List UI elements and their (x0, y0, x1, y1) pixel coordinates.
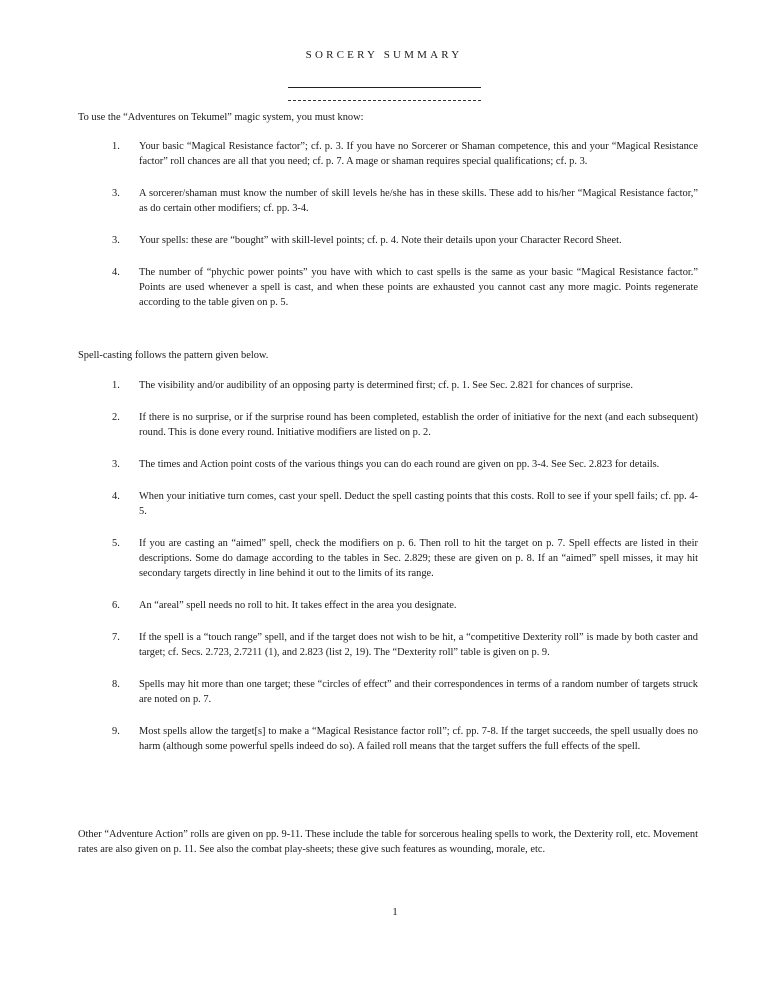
knowledge-list (112, 139, 698, 310)
list-item-text: If there is no surprise, or if the surprise round has been completed, establish the order of initiative for the next (and each subsequent) round. This is done every round. Initiative modifiers are listed on p. 2. (139, 412, 698, 438)
list-item (112, 630, 698, 660)
list-item-text: The visibility and/or audibility of an opposing party is determined first; cf. p. 1. See Sec. 2.821 for chances of surprise. (139, 380, 634, 391)
list-item-text: Your basic “Magical Resistance factor”; cf. p. 3. If you have no Sorcerer or Shaman competence, this and your “Magical Resistance factor” roll chances are all that you need; cf. p. 7. A mage or shaman requires special qualifications; cf. p. 3. (139, 141, 698, 167)
list-item-number: 3. (112, 459, 120, 470)
list-item (112, 186, 698, 216)
list-item-number: 1. (112, 380, 120, 391)
list-item-number: 8. (112, 679, 120, 690)
list-item-number: 6. (112, 600, 120, 611)
list-item-number: 2. (112, 412, 120, 423)
pattern-intro-paragraph: Spell-casting follows the pattern given below. (78, 350, 269, 361)
list-item-number: 7. (112, 632, 120, 643)
closing-paragraph: Other “Adventure Action” rolls are given on pp. 9-11. These include the table for sorcerous healing spells to work, the Dexterity roll, etc. Movement rates are also given on p. 11. See also the combat play-sheets; these give such features as wounding, morale, etc. (78, 829, 698, 855)
intro-paragraph: To use the “Adventures on Tekumel” magic system, you must know: (78, 112, 364, 123)
list-item-text: When your initiative turn comes, cast your spell. Deduct the spell casting points that this costs. Roll to see if your spell fails; cf. pp. 4-5. (139, 491, 698, 517)
list-item-number: 4. (112, 491, 120, 502)
list-item-number: 4. (112, 267, 120, 278)
list-item-text: Your spells: these are “bought” with skill-level points; cf. p. 4. Note their details upon your Character Record Sheet. (139, 235, 622, 246)
list-item-number: 3. (112, 188, 120, 199)
list-item (112, 457, 698, 472)
list-item-text: An “areal” spell needs no roll to hit. It takes effect in the area you designate. (139, 600, 457, 611)
title-dashed-rule (288, 100, 481, 101)
list-item-text: A sorcerer/shaman must know the number of skill levels he/she has in these skills. These add to his/her “Magical Resistance factor,” as do certain other modifiers; cf. pp. 3-4. (139, 188, 698, 214)
spell-casting-list (112, 378, 698, 754)
list-item (112, 536, 698, 581)
list-item-text: Spells may hit more than one target; these “circles of effect” and their correspondences in terms of a random number of targets struck are noted on p. 7. (139, 679, 698, 705)
list-item-text: The number of “phychic power points” you have with which to cast spells is the same as your basic “Magical Resistance factor.” Points are used whenever a spell is cast, and when these points are exhausted you cannot cast any more magic. Points regenerate according to the table given on p. 5. (139, 267, 698, 308)
title-underline (288, 87, 481, 88)
list-item (112, 410, 698, 440)
list-item (112, 489, 698, 519)
list-item-text: Most spells allow the target[s] to make a “Magical Resistance factor roll”; cf. pp. 7-8. If the target succeeds, the spell usually does no harm (although some powerful spells indeed do so). A failed roll means that the target suffers the full effects of the spell. (139, 726, 698, 752)
list-item (112, 378, 698, 393)
list-item-number: 5. (112, 538, 120, 549)
page-title: SORCERY SUMMARY (305, 49, 463, 61)
list-item-text: The times and Action point costs of the various things you can do each round are given on pp. 3-4. See Sec. 2.823 for details. (139, 459, 660, 470)
list-item (112, 598, 698, 613)
list-item-text: If you are casting an “aimed” spell, check the modifiers on p. 6. Then roll to hit the target on p. 7. Spell effects are listed in their descriptions. Some do damage according to the tables in Sec. 2.829; these are given on p. 8. If an “aimed” spell misses, it may hit secondary targets directly in line behind it out to the limits of its range. (139, 538, 698, 579)
list-item-text: If the spell is a “touch range” spell, and if the target does not wish to be hit, a “competitive Dexterity roll” is made by both caster and target; cf. Secs. 2.723, 2.7211 (1), and 2.823 (list 2, 19). The “Dexterity roll” table is given on p. 9. (139, 632, 698, 658)
list-item-number: 3. (112, 235, 120, 246)
list-item-number: 9. (112, 726, 120, 737)
list-item (112, 265, 698, 310)
list-item (112, 233, 698, 248)
list-item (112, 724, 698, 754)
list-item-number: 1. (112, 141, 120, 152)
list-item (112, 139, 698, 169)
list-item (112, 677, 698, 707)
page-number: 1 (392, 906, 398, 918)
